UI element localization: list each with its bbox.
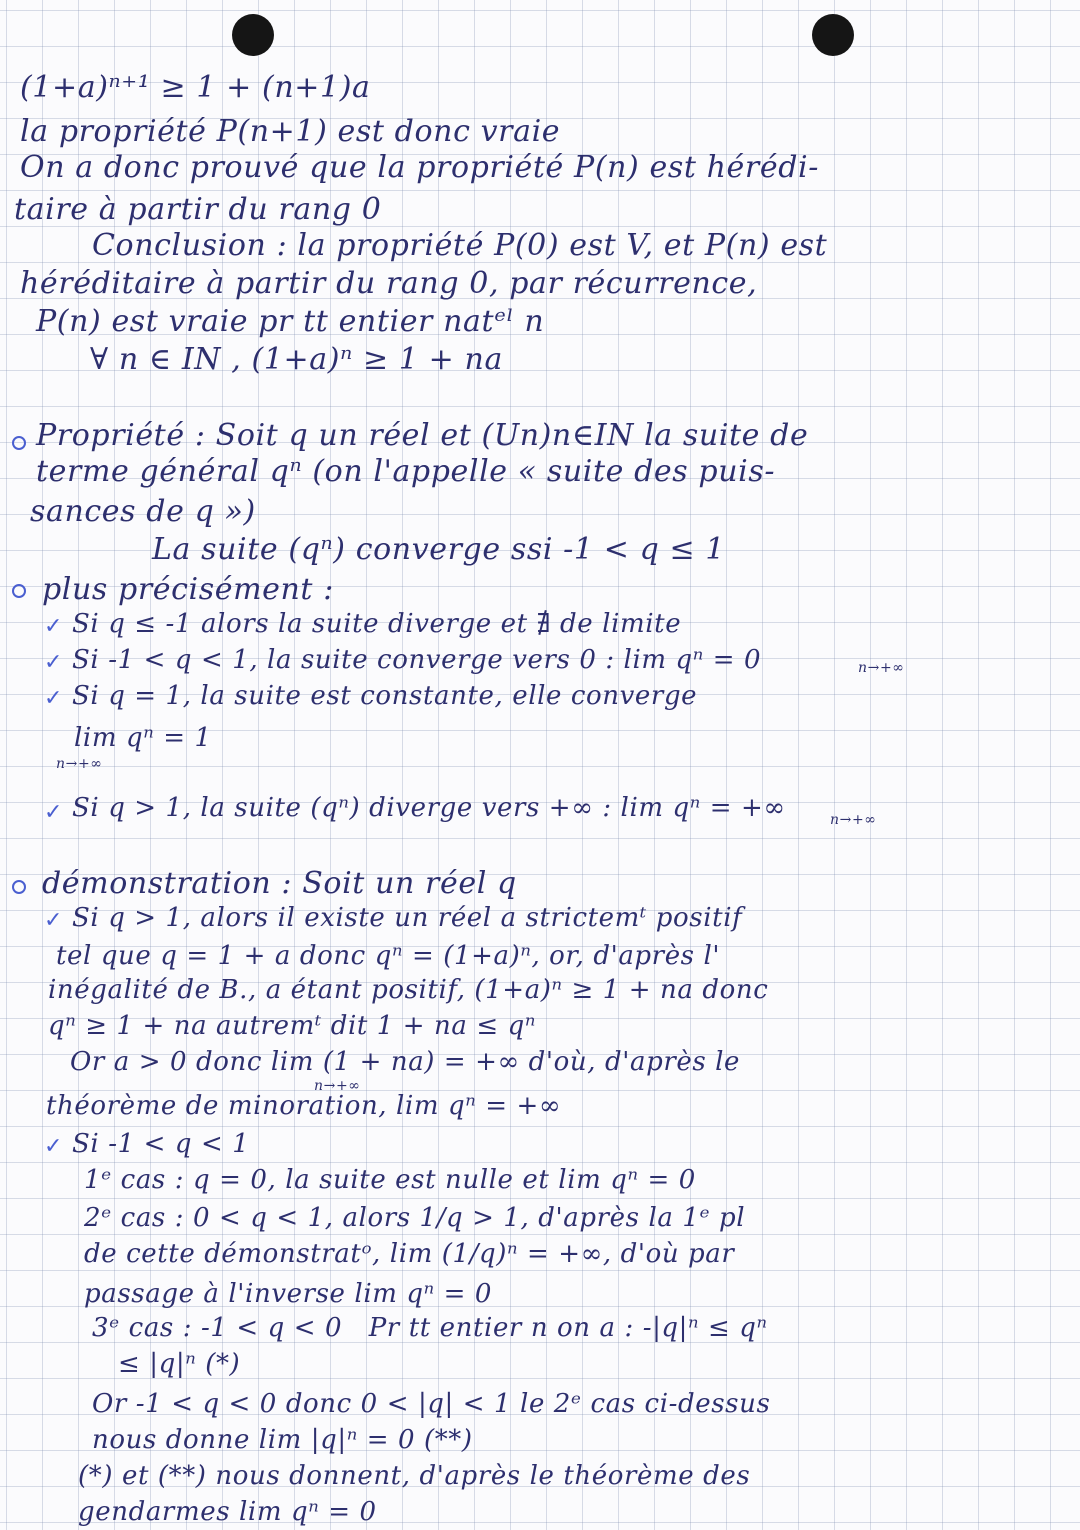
note-line: lim qⁿ = 1: [74, 723, 212, 753]
note-line: plus précisément :: [42, 572, 334, 607]
bullet-demonstration: [12, 880, 26, 894]
note-line: démonstration : Soit un réel q: [42, 866, 517, 901]
note-line: 3ᵉ cas : -1 < q < 0 Pr tt entier n on a : -|q|ⁿ ≤ qⁿ: [92, 1313, 768, 1343]
note-line: La suite (qⁿ) converge ssi -1 < q ≤ 1: [152, 532, 726, 567]
bullet-propriete: [12, 436, 26, 450]
note-line: Propriété : Soit q un réel et (Un)n∈IN la suite de: [36, 418, 809, 453]
note-line: 2ᵉ cas : 0 < q < 1, alors 1/q > 1, d'après la 1ᵉ pl: [84, 1203, 746, 1233]
note-line: Conclusion : la propriété P(0) est V, et P(n) est: [92, 228, 828, 263]
note-line: Si q = 1, la suite est constante, elle converge: [72, 681, 698, 711]
tick-mark: ✓: [44, 908, 63, 933]
tick-mark: ✓: [44, 686, 63, 711]
note-line: sances de q »): [30, 494, 256, 529]
note-line: la propriété P(n+1) est donc vraie: [20, 114, 561, 149]
note-line: 1ᵉ cas : q = 0, la suite est nulle et lim qⁿ = 0: [84, 1165, 696, 1195]
note-line: nous donne lim |q|ⁿ = 0 (**): [92, 1425, 473, 1455]
bullet-plus-precisement: [12, 584, 26, 598]
tick-mark: ✓: [44, 1134, 63, 1159]
tick-mark: ✓: [44, 650, 63, 675]
note-line: de cette démonstratᵒ, lim (1/q)ⁿ = +∞, d'où par: [84, 1239, 735, 1269]
limit-subscript: n→+∞: [56, 756, 103, 772]
note-line: théorème de minoration, lim qⁿ = +∞: [46, 1091, 562, 1121]
limit-subscript: n→+∞: [830, 812, 877, 828]
note-line: Or -1 < q < 0 donc 0 < |q| < 1 le 2ᵉ cas ci-dessus: [92, 1389, 771, 1419]
binder-hole-right: [812, 14, 854, 56]
note-line: gendarmes lim qⁿ = 0: [78, 1497, 377, 1527]
limit-subscript: n→+∞: [858, 660, 905, 676]
note-line: Si q > 1, alors il existe un réel a strictemᵗ positif: [72, 903, 743, 933]
note-line: (1+a)ⁿ⁺¹ ≥ 1 + (n+1)a: [20, 70, 371, 105]
note-line: ≤ |q|ⁿ (*): [118, 1349, 241, 1379]
note-line: inégalité de B., a étant positif, (1+a)ⁿ ≥ 1 + na donc: [48, 975, 769, 1005]
note-line: taire à partir du rang 0: [14, 192, 382, 227]
note-line: (*) et (**) nous donnent, d'après le théorème des: [78, 1461, 751, 1491]
limit-subscript: n→+∞: [314, 1078, 361, 1094]
note-line: Si q > 1, la suite (qⁿ) diverge vers +∞ : lim qⁿ = +∞: [72, 793, 786, 823]
note-line: tel que q = 1 + a donc qⁿ = (1+a)ⁿ, or, d'après l': [56, 941, 721, 971]
tick-mark: ✓: [44, 614, 63, 639]
note-line: Or a > 0 donc lim (1 + na) = +∞ d'où, d'après le: [70, 1047, 741, 1077]
note-line: P(n) est vraie pr tt entier natᵉˡ n: [36, 304, 545, 339]
note-line: passage à l'inverse lim qⁿ = 0: [84, 1279, 492, 1309]
tick-mark: ✓: [44, 800, 63, 825]
note-line: On a donc prouvé que la propriété P(n) est hérédi-: [20, 150, 819, 185]
note-line: qⁿ ≥ 1 + na autremᵗ dit 1 + na ≤ qⁿ: [48, 1011, 536, 1041]
note-line: Si -1 < q < 1: [72, 1129, 250, 1159]
binder-hole-left: [232, 14, 274, 56]
note-line: héréditaire à partir du rang 0, par récurrence,: [20, 266, 758, 301]
note-line: Si -1 < q < 1, la suite converge vers 0 : lim qⁿ = 0: [72, 645, 762, 675]
note-line: Si q ≤ -1 alors la suite diverge et ∄ de limite: [72, 609, 682, 639]
note-line: ∀ n ∈ IN , (1+a)ⁿ ≥ 1 + na: [90, 342, 503, 377]
note-line: terme général qⁿ (on l'appelle « suite des puis-: [36, 454, 776, 489]
